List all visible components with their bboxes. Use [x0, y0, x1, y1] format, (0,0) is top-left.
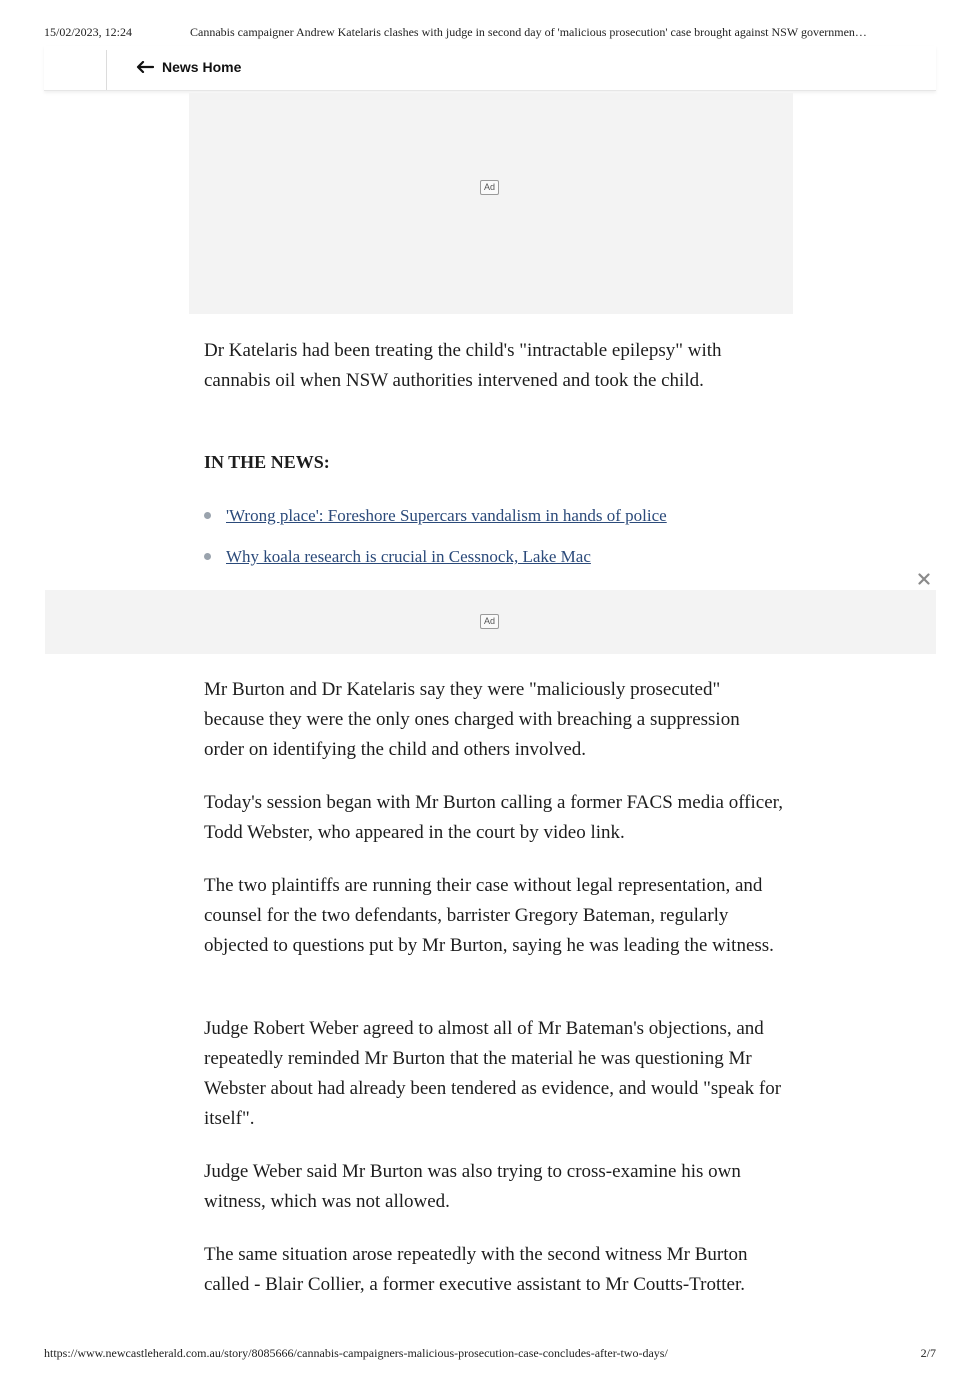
article-paragraph-7: The same situation arose repeatedly with the second witness Mr Burton called - Blair Collier, a former executive assistant to Mr Coutts-Trotter.	[204, 1244, 748, 1295]
ad-label: Ad	[480, 614, 499, 629]
list-item	[204, 503, 667, 544]
article-paragraph-4: The two plaintiffs are running their case without legal representation, and counsel for the two defendants, barrister Gregory Bateman, regularly objected to questions put by Mr Burton, saying he was leading the witness.	[204, 875, 774, 956]
in-the-news-heading: IN THE NEWS:	[204, 452, 330, 472]
ad-label: Ad	[480, 180, 499, 195]
news-link-supercars-vandalism[interactable]: 'Wrong place': Foreshore Supercars vandalism in hands of police	[226, 506, 667, 525]
print-datetime: 15/02/2023, 12:24	[44, 25, 133, 39]
nav-divider	[106, 50, 107, 90]
ad-slot-wide[interactable]	[45, 590, 936, 654]
news-link-koala-research[interactable]: Why koala research is crucial in Cessnock, Lake Mac	[226, 547, 591, 566]
print-page-title: Cannabis campaigner Andrew Katelaris clashes with judge in second day of 'malicious prosecution' case brought against NSW governmen…	[190, 25, 867, 39]
news-home-label: News Home	[162, 59, 242, 75]
article-paragraph-6: Judge Weber said Mr Burton was also trying to cross-examine his own witness, which was not allowed.	[204, 1161, 741, 1212]
news-home-link[interactable]	[136, 59, 241, 75]
close-icon	[918, 572, 930, 590]
nav-bar	[44, 46, 936, 91]
ad-slot-top[interactable]	[189, 93, 793, 314]
list-item	[204, 544, 667, 585]
article-paragraph-1: Dr Katelaris had been treating the child's "intractable epilepsy" with cannabis oil when NSW authorities intervened and took the child.	[204, 340, 722, 391]
article-paragraph-3: Today's session began with Mr Burton calling a former FACS media officer, Todd Webster, who appeared in the court by video link.	[204, 792, 783, 843]
close-ad-button[interactable]	[914, 571, 934, 591]
article-paragraph-2: Mr Burton and Dr Katelaris say they were "maliciously prosecuted" because they were the only ones charged with breaching a suppression order on identifying the child and others involved.	[204, 679, 740, 760]
bullet-icon	[204, 512, 211, 519]
print-page-number: 2/7	[920, 1346, 936, 1360]
article-paragraph-5: Judge Robert Weber agreed to almost all of Mr Bateman's objections, and repeatedly reminded Mr Burton that the material he was questioning Mr Webster about had already been tendered as evidence, and would "speak for itself".	[204, 1018, 782, 1129]
bullet-icon	[204, 553, 211, 560]
arrow-left-icon	[136, 61, 154, 73]
print-url: https://www.newcastleherald.com.au/story/8085666/cannabis-campaigners-malicious-prosecution-case-concludes-after-two-days/	[44, 1346, 668, 1360]
in-the-news-list	[204, 503, 667, 585]
